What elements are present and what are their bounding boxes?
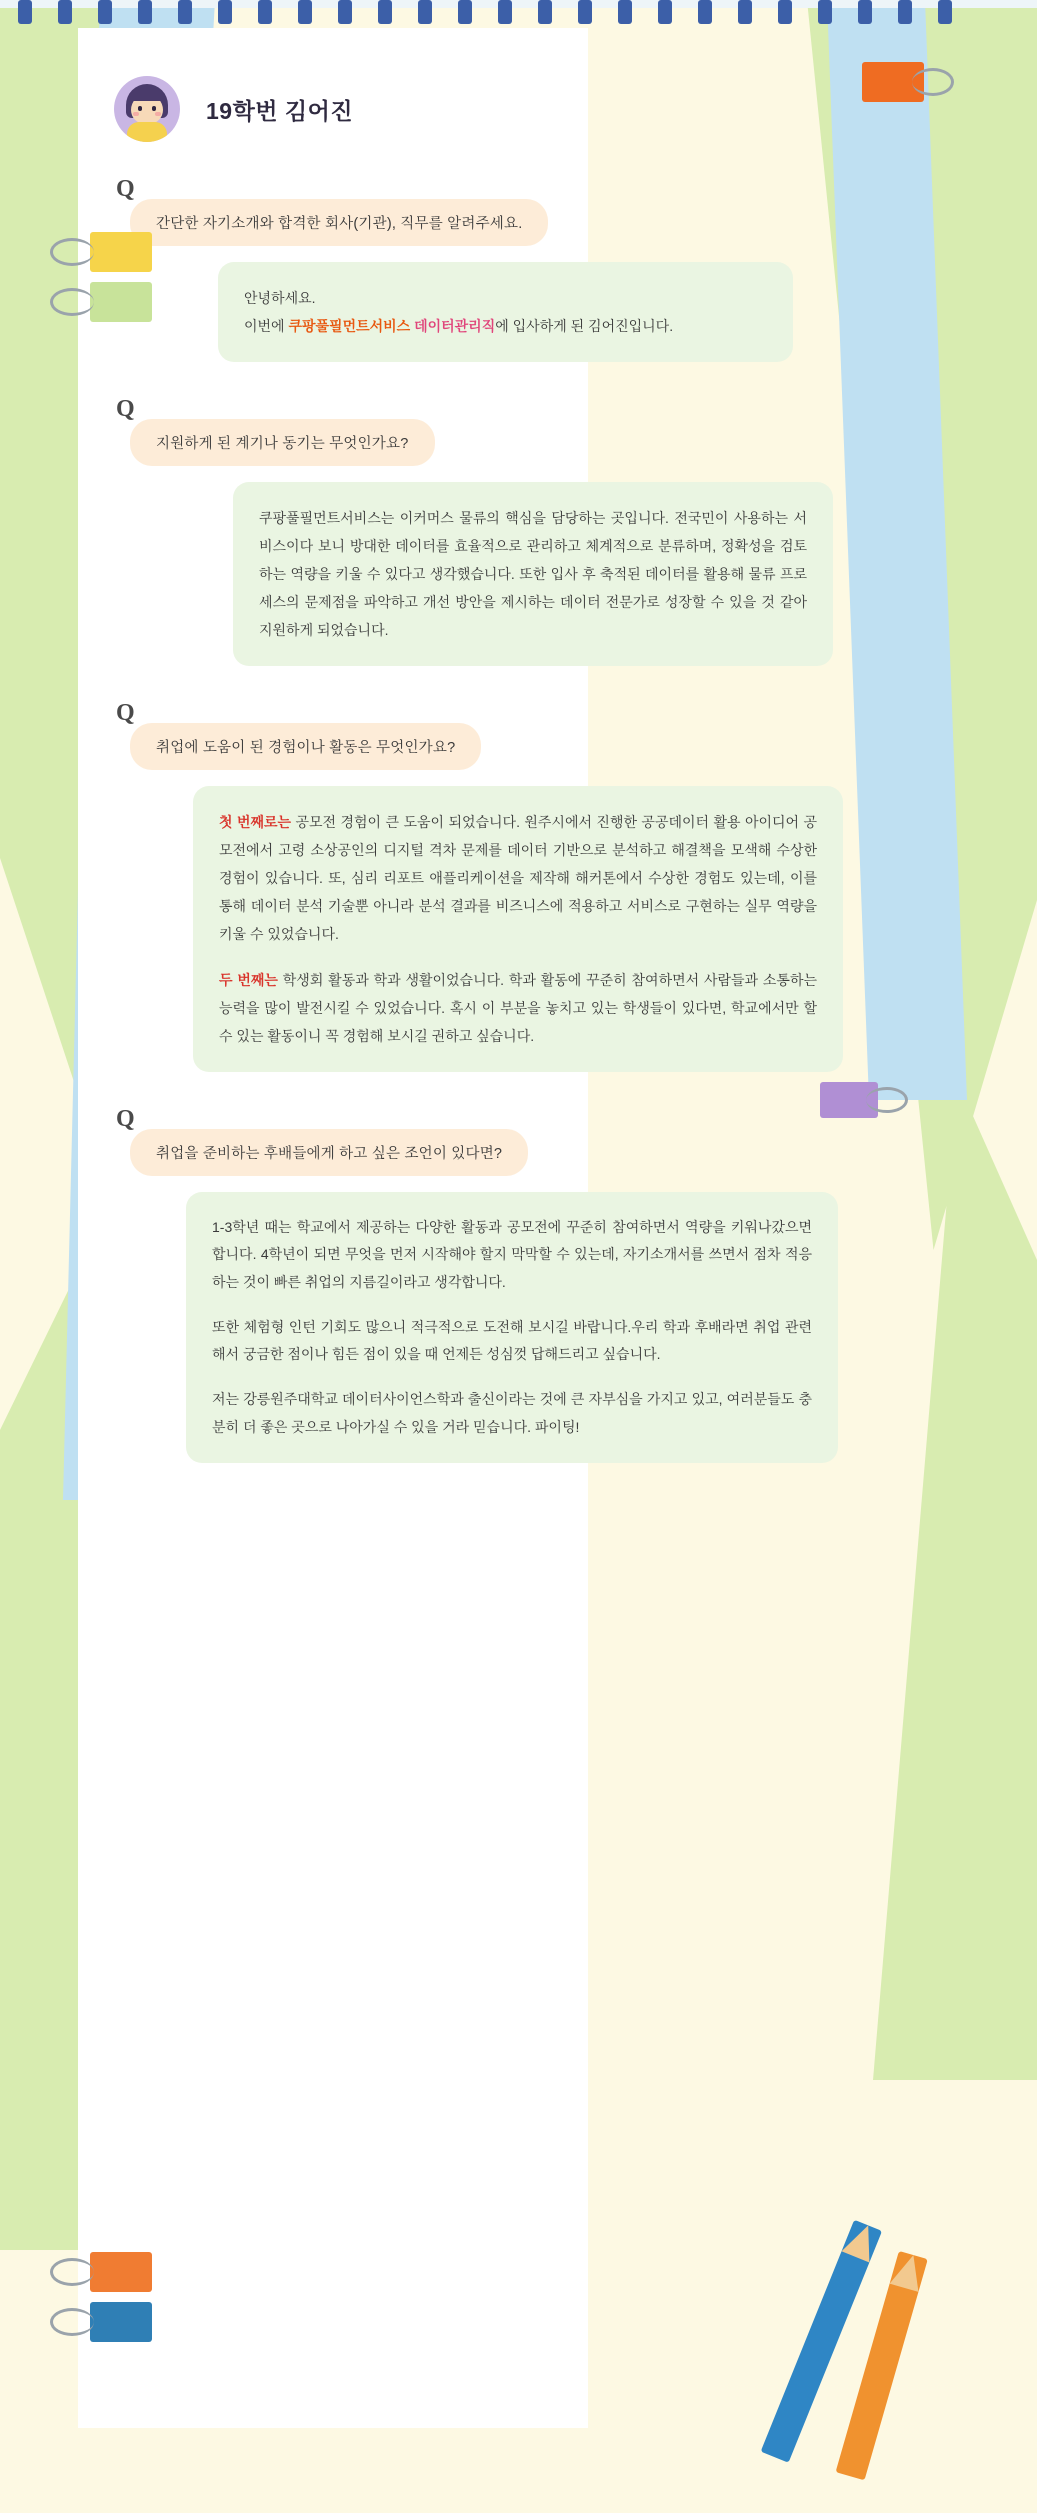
spiral-ring xyxy=(58,0,72,24)
clip-wire-icon xyxy=(50,2308,94,2336)
question-marker: Q xyxy=(116,700,135,726)
answer-bubble xyxy=(233,482,833,666)
qa-list xyxy=(78,176,943,1463)
answer-highlight: 쿠팡풀필먼트서비스 xyxy=(288,318,411,334)
clip-wire-icon xyxy=(50,238,94,266)
avatar-bangs xyxy=(128,88,166,101)
avatar-body xyxy=(127,122,167,142)
pencil-orange xyxy=(826,2251,928,2513)
spiral-ring xyxy=(818,0,832,24)
answer-paragraph xyxy=(212,1314,812,1369)
clip-tab xyxy=(90,282,152,322)
answer-text: 저는 강릉원주대학교 데이터사이언스학과 출신이라는 것에 큰 자부심을 가지고 있고, 여러분들도 충분히 더 좋은 곳으로 나아가실 수 있을 거라 믿습니다. 파이팅! xyxy=(212,1391,812,1435)
spiral-ring xyxy=(658,0,672,24)
pencil-blue xyxy=(748,2220,882,2495)
spiral-ring xyxy=(538,0,552,24)
answer-highlight: 첫 번째로는 xyxy=(219,814,292,830)
pencil-body xyxy=(836,2251,928,2480)
spiral-ring xyxy=(338,0,352,24)
spiral-ring xyxy=(498,0,512,24)
avatar-eye-right xyxy=(152,106,156,111)
profile-header xyxy=(78,28,943,142)
clip-green xyxy=(62,282,152,322)
answer-highlight: 두 번째는 xyxy=(219,972,278,988)
spiral-ring xyxy=(938,0,952,24)
page-title: 19학번 김어진 xyxy=(206,97,354,124)
spiral-ring xyxy=(98,0,112,24)
avatar xyxy=(114,76,180,142)
spiral-ring xyxy=(378,0,392,24)
clip-tab xyxy=(90,232,152,272)
spiral-ring xyxy=(138,0,152,24)
spiral-ring xyxy=(458,0,472,24)
answer-text: 공모전 경험이 큰 도움이 되었습니다. 원주시에서 진행한 공공데이터 활용 아이디어 공모전에서 고령 소상공인의 디지털 격차 문제를 데이터 기반으로 분석하고 해결책을 모색해 수상한 경험이 있습니다. 또, 심리 리포트 애플리케이션을 제작해 해커톤에서 수상한 경험도 있는데, 이를 통해 데이터 분석 기술뿐 아니라 분석 결과를 비즈니스에 적용하고 서비스로 구현하는 실무 역량을 키울 수 있었습니다. xyxy=(219,814,818,942)
clip-wire-icon xyxy=(866,1087,908,1113)
spiral-ring xyxy=(258,0,272,24)
question-marker: Q xyxy=(116,1106,135,1132)
pencil-tip xyxy=(842,2220,883,2263)
clip-tab xyxy=(90,2302,152,2342)
clip-blue-bottom xyxy=(62,2302,152,2342)
answer-paragraph xyxy=(244,284,767,340)
answer-bubble xyxy=(218,262,793,362)
spiral-ring xyxy=(218,0,232,24)
clip-orange-bottom xyxy=(62,2252,152,2292)
answer-paragraph xyxy=(219,966,817,1050)
clip-wire-icon xyxy=(50,2258,94,2286)
clip-tab xyxy=(90,2252,152,2292)
spiral-ring xyxy=(618,0,632,24)
answer-text: 에 입사하게 된 김어진입니다. xyxy=(495,318,674,334)
answer-text: 쿠팡풀필먼트서비스는 이커머스 물류의 핵심을 담당하는 곳입니다. 전국민이 사용하는 서비스이다 보니 방대한 데이터를 효율적으로 관리하고 체계적으로 분류하며, 정확성을 검토하는 역량을 키울 수 있다고 생각했습니다. 또한 입사 후 축적된 데이터를 활용해 물류 프로세스의 문제점을 파악하고 개선 방안을 제시하는 데이터 전문가로 성장할 수 있을 것 같아 지원하게 되었습니다. xyxy=(259,510,807,638)
answer-bubble xyxy=(186,1192,838,1463)
question-marker: Q xyxy=(116,396,135,422)
question-bubble: 간단한 자기소개와 합격한 회사(기관), 직무를 알려주세요. xyxy=(130,199,548,246)
pencil-tip xyxy=(890,2251,928,2292)
spiral-ring xyxy=(418,0,432,24)
clip-purple xyxy=(820,1082,878,1118)
spiral-ring xyxy=(298,0,312,24)
spiral-ring xyxy=(18,0,32,24)
answer-bubble xyxy=(193,786,843,1072)
avatar-cheek-left xyxy=(133,112,139,116)
clip-orange-top xyxy=(862,62,924,102)
spiral-binding xyxy=(0,0,1037,26)
answer-text: 또한 체험형 인턴 기회도 많으니 적극적으로 도전해 보시길 바랍니다.우리 학과 후배라면 취업 관련해서 궁금한 점이나 힘든 점이 있을 때 언제든 성심껏 답해드리고 싶습니다. xyxy=(212,1318,812,1363)
answer-paragraph xyxy=(212,1386,812,1441)
clip-yellow xyxy=(62,232,152,272)
spiral-ring xyxy=(778,0,792,24)
clip-wire-icon xyxy=(912,68,954,96)
spiral-ring xyxy=(898,0,912,24)
spiral-ring xyxy=(698,0,712,24)
question-bubble: 취업에 도움이 된 경험이나 활동은 무엇인가요? xyxy=(130,723,481,770)
spiral-ring xyxy=(738,0,752,24)
question-bubble: 취업을 준비하는 후배들에게 하고 싶은 조언이 있다면? xyxy=(130,1129,528,1176)
answer-paragraph xyxy=(259,504,807,644)
spiral-ring xyxy=(858,0,872,24)
question-bubble: 지원하게 된 계기나 동기는 무엇인가요? xyxy=(130,419,435,466)
answer-text: 학생회 활동과 학과 생활이었습니다. 학과 활동에 꾸준히 참여하면서 사람들과 소통하는 능력을 많이 발전시킬 수 있었습니다. 혹시 이 부분을 놓치고 있는 학생들이 있다면, 학교에서만 할 수 있는 활동이니 꼭 경험해 보시길 권하고 싶습니다. xyxy=(219,972,817,1044)
avatar-eye-left xyxy=(138,106,142,111)
answer-highlight: 데이터관리직 xyxy=(414,318,496,334)
question-marker: Q xyxy=(116,176,135,202)
clip-wire-icon xyxy=(50,288,94,316)
document-content xyxy=(78,28,943,1463)
qa-block xyxy=(78,176,943,362)
answer-paragraph xyxy=(212,1214,812,1296)
qa-block xyxy=(78,1106,943,1463)
answer-text: 1-3학년 때는 학교에서 제공하는 다양한 활동과 공모전에 꾸준히 참여하면서 역량을 키워나갔으면 합니다. 4학년이 되면 무엇을 먼저 시작해야 할지 막막할 수 있는데, 자기소개서를 쓰면서 점차 적응하는 것이 빠른 취업의 지름길이라고 생각합니다. xyxy=(212,1219,812,1290)
pencil-body xyxy=(761,2220,882,2463)
spiral-ring xyxy=(178,0,192,24)
avatar-cheek-right xyxy=(155,112,161,116)
qa-block xyxy=(78,396,943,666)
qa-block xyxy=(78,700,943,1072)
answer-paragraph xyxy=(219,808,817,948)
answer-text: 이번에 xyxy=(244,318,289,334)
spiral-ring xyxy=(578,0,592,24)
answer-text: 안녕하세요. xyxy=(244,290,316,306)
